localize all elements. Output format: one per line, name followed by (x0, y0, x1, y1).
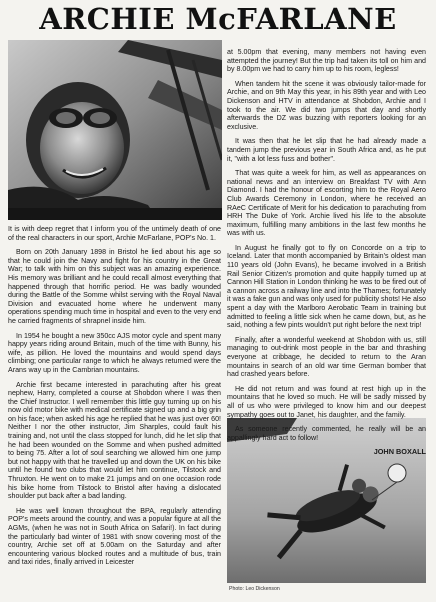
paragraph: Finally, after a wonderful weekend at Shobdon with us, still managing to out-drink most people in the bar and thrashing everyone at cribbage, he decided to return to the Aran mountains in search of an old war time German bomber that had crashed years before. (227, 335, 426, 379)
paragraph: Archie first became interested in parachuting after his great nephew, Harry, completed a course at Shobdon where I was then the Chief Instructor. I well remember this little guy turning up on his now old motor bike with medical certificate signed up and a big grin on his face; when asked his age he replied that he was just over 60! Neither I nor the other instructor, Jim Sharples, could fault his training and, not until the class stopped for lunch, did he let slip that he had been wounded on the Somme and when pushed admitted to being 75. After a lot of soul searching we allowed him one jump but not happy with that he travelled up and down the UK on his bike until he found two clubs that would let him continue, Tilstock and Thruxton. He went on to make 21 jumps and on one occasion rode his bike home from Tilstock to Bristol after having a dislocated shoulder put back after a bad landing. (8, 380, 221, 501)
article-title: ARCHIE McFARLANE (39, 2, 397, 36)
author-signature: JOHN BOXALL (373, 447, 426, 457)
paragraph: When tandem hit the scene it was obviously tailor-made for Archie, and on 9th May this year, in his 89th year and with Leo Dickenson and HTV in attendance at Shobdon, Archie and I took to the air. We did two jumps that day and shortly afterwards the DZ was buzzing with reporters looking for an exclusive. (227, 79, 426, 131)
paragraph: It is with deep regret that I inform you of the untimely death of one of the real characters in our sport, Archie McFarlane, POP's No. 1. (8, 225, 221, 242)
paragraph: He did not return and was found at rest high up in the mountains that he loved so much. He will be sadly missed by all of us who were privileged to know him and our deepest sympathy goes out to Janet, his daughter, and the family. (227, 384, 426, 419)
photo-archie-in-cockpit (8, 40, 222, 220)
paragraph: In August he finally got to fly on Concorde on a trip to Iceland. Later that month accompanied by Britain's oldest man 110 years old (John Evans), he became involved in a British Rail Senior Citizen's promotion and quite happily turned up at Cannon Hill Station in London thinking he was to be fired out of a cannon across a railway line and into the Thames; fortunately it was a fake gun and was only used for publicity shots! He also spent a day with the Marlboro Aerobatic Team in training but admitted to feeling a little sick when he came down, but, as he said, nothing a few pints wouldn't put right before the next trip! (227, 243, 426, 330)
photo-credit: Photo: Leo Dickenson (229, 586, 280, 592)
article-column-right (227, 48, 426, 457)
paragraph: Born on 20th January 1898 in Bristol he lied about his age so that he could join the Navy and fight for his country in the Great War; to talk with him on this subject was an amazing experience. His memory was brilliant and he could recall almost everything that happened through that horrific period. He was badly wounded during the Battle of the Somme whilst serving with the Royal Naval Division and evacuated home where he underwent many operations spending much time in hospital and even to the very end he carried fragments of shrapnel inside him. (8, 248, 221, 325)
article-column-left (8, 225, 221, 573)
paragraph: In 1954 he bought a new 350cc AJS motor cycle and spent many happy years riding around Britain, much of the time with Bunny, his wife, as pillion. He loved the mountains and would spend days climbing; one particular range to which he always returned were the Arans way up in the Cambrian mountains. (8, 331, 221, 374)
cockpit-illustration (8, 40, 222, 220)
paragraph: It was then that he let slip that he had already made a tandem jump the previous year in South Africa and, as he put it, "with a lot less fuss and bother". (227, 137, 426, 163)
paragraph: He was well known throughout the BPA, regularly attending POP's meets around the country, and was a popular figure at all the AGMs, (when he was not in South Africa on Safari!). In fact during the particularly bad winter of 1981 with snow covering most of the country, Archie set off at 5.00am on the Saturday and after encountering various blocked routes and a multitude of bus, train and taxi rides, finally arrived in Leicester (8, 506, 221, 567)
paragraph: As someone recently commented, he really will be an appallingly hard act to follow! (227, 425, 426, 442)
paragraph: at 5.00pm that evening, many members not having even attempted the journey! But the trip had taken its toll on him and by 8.00pm we had to carry him up to his room, legless! (227, 48, 426, 74)
paragraph: That was quite a week for him, as well as appearances on national news and an interview on Breakfast TV with Ann Diamond. I had the honour of escorting him to the Royal Aero Club Awards Ceremony in London, where he received an RAeC Certificate of Merit for his dedication to parachuting from HRH The Duke of York. Archie lived his life to the absolute maximum, fulfilling many ambitions in the last few months he was with us. (227, 169, 426, 238)
